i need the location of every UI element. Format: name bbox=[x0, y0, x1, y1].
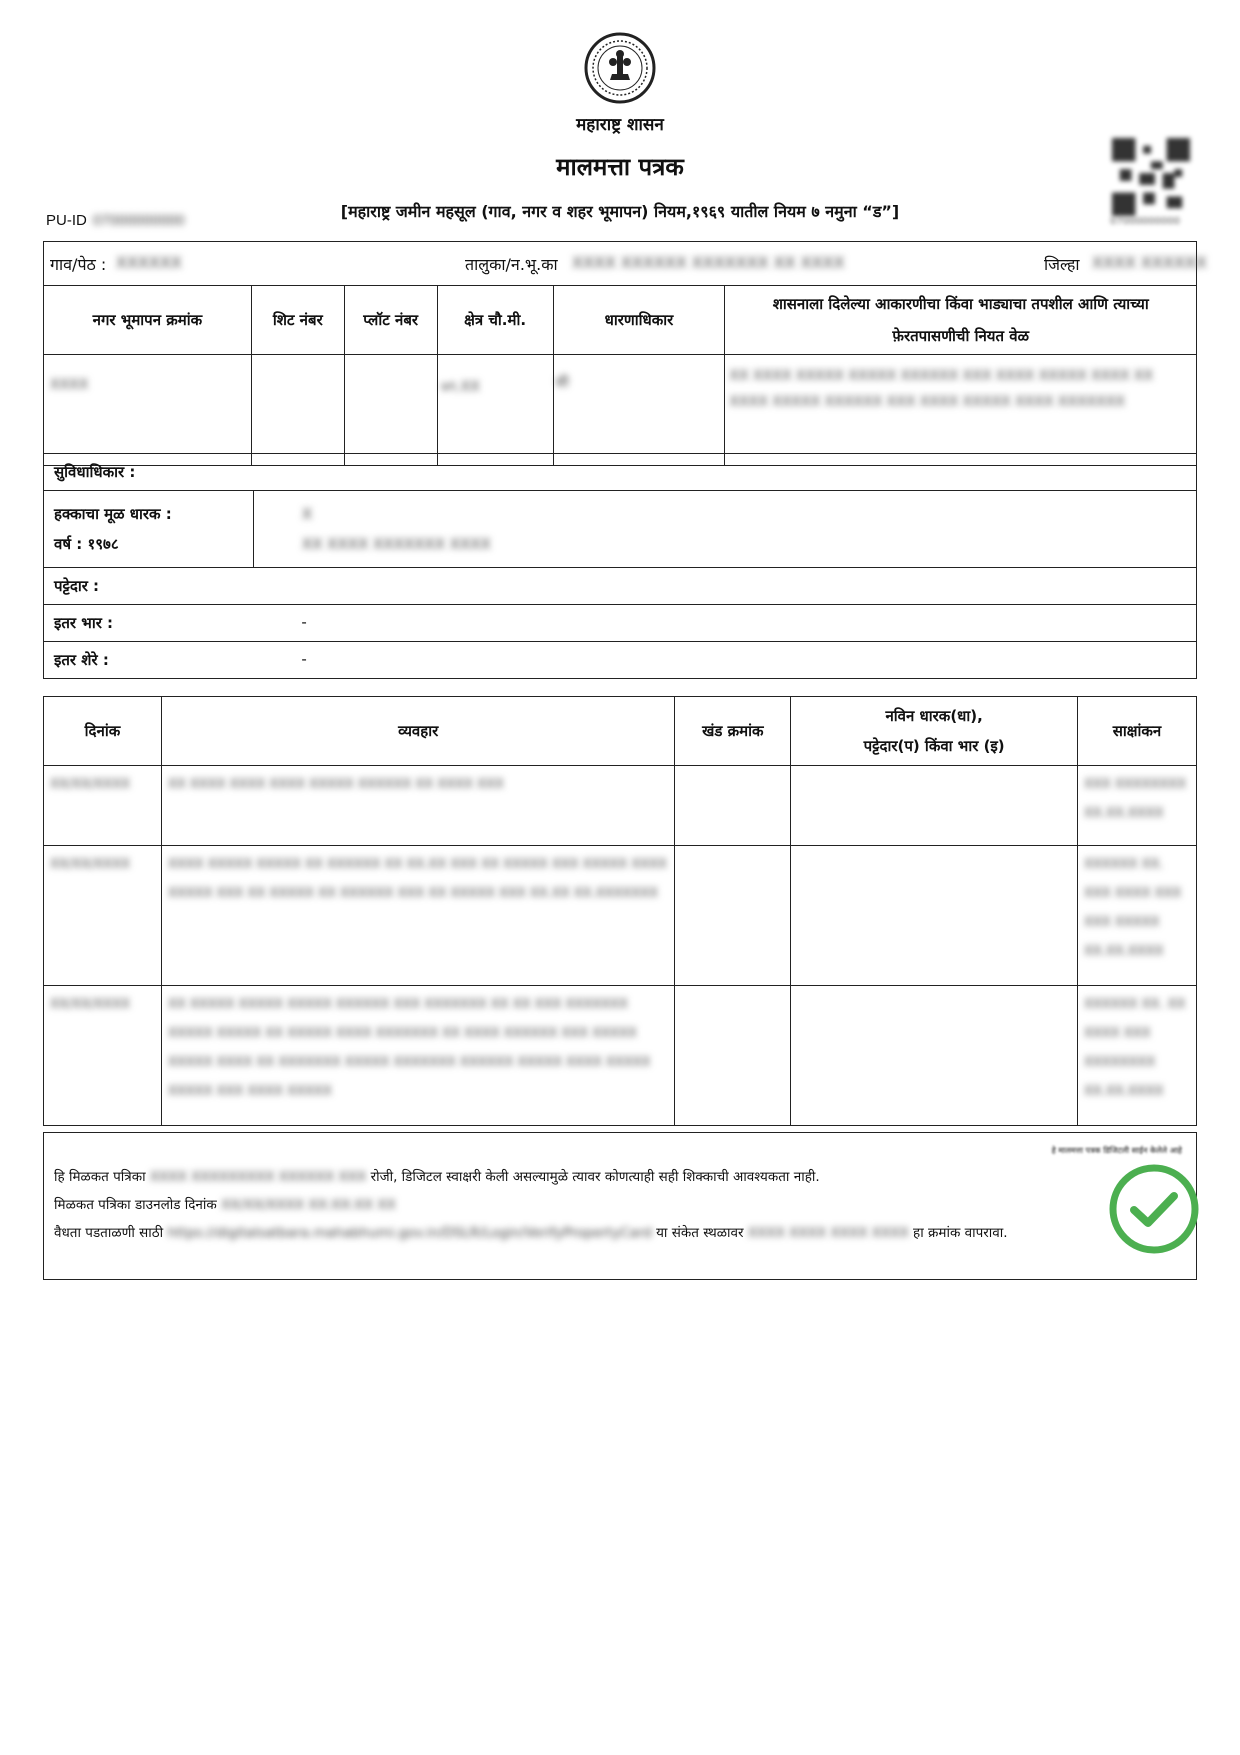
transaction-attestation: XXX XXXXXXXX XX.XX.XXXX bbox=[1078, 766, 1197, 846]
original-holder-cell bbox=[44, 491, 254, 568]
city-survey-number: XXXX bbox=[44, 355, 252, 466]
other-remarks-value: - bbox=[253, 642, 1196, 679]
verification-mid-text: या संकेत स्थळावर bbox=[656, 1225, 744, 1241]
transaction-volume bbox=[675, 846, 791, 986]
maharashtra-emblem-icon bbox=[584, 32, 656, 104]
assessment-details: XX XXXX XXXXX XXXXX XXXXXX XXX XXXX XXXXX XXXX XX XXXX XXXXX XXXXXX XXX XXXX XXXXX XXXX XXXXXXX bbox=[725, 355, 1197, 466]
original-holder-value-1: X bbox=[301, 505, 313, 523]
column-header: खंड क्रमांक bbox=[675, 697, 791, 766]
verification-code: XXXX XXXX XXXX XXXX bbox=[747, 1225, 909, 1241]
new-holder-header-line-2: पट्टेदार(प) किंवा भार (इ) bbox=[863, 737, 1005, 755]
transaction-date: XX/XX/XXXX bbox=[44, 846, 162, 986]
lessee-label: पट्टेदार : bbox=[44, 568, 1197, 605]
transaction-volume bbox=[675, 986, 791, 1126]
qr-code-icon bbox=[1112, 138, 1190, 216]
sheet-number bbox=[251, 355, 344, 466]
signature-line-3 bbox=[54, 1223, 1008, 1241]
village-label: गाव/पेठ : bbox=[50, 255, 107, 274]
original-holder-values bbox=[253, 491, 1196, 568]
transaction-date: XX/XX/XXXX bbox=[44, 766, 162, 846]
pu-id-value: 07000000000 bbox=[92, 212, 185, 229]
other-charges-label: इतर भार : bbox=[44, 605, 254, 642]
download-date-label: मिळकत पत्रिका डाउनलोड दिनांक bbox=[54, 1197, 217, 1213]
signature-line-2 bbox=[54, 1195, 396, 1213]
transaction-date: XX/XX/XXXX bbox=[44, 986, 162, 1126]
original-holder-label: हक्काचा मूळ धारक : bbox=[54, 505, 172, 523]
digitally-signed-note: हे मालमत्ता पत्रक डिजिटली साईन केलेले आहे bbox=[1051, 1146, 1182, 1155]
digital-signature-footer bbox=[43, 1132, 1197, 1280]
column-header bbox=[791, 697, 1078, 766]
signature-line-1-suffix: रोजी, डिजिटल स्वाक्षरी केली असल्यामुळे त्यावर कोणत्याही सही शिक्काची आवश्यकता नाही. bbox=[370, 1169, 820, 1185]
other-charges-value: - bbox=[253, 605, 1196, 642]
column-header: व्यवहार bbox=[161, 697, 674, 766]
district-value: XXXX XXXXXX bbox=[1092, 253, 1207, 272]
column-header: शिट नंबर bbox=[251, 286, 344, 355]
taluka-value: XXXX XXXXXX XXXXXXX XX XXXX bbox=[572, 253, 845, 272]
column-header: नगर भूमापन क्रमांक bbox=[44, 286, 252, 355]
rights-table bbox=[43, 453, 1197, 679]
signature-line-1 bbox=[54, 1167, 820, 1185]
verified-check-icon bbox=[1106, 1161, 1202, 1257]
table-row bbox=[44, 846, 1197, 986]
document-title: मालमत्ता पत्रक bbox=[556, 153, 684, 181]
village-value: XXXXXX bbox=[116, 253, 182, 272]
verification-label: वैधता पडताळणी साठी bbox=[54, 1225, 164, 1241]
transaction-text: XXXX XXXXX XXXXX XX XXXXXX XX XX.XX XXX XX XXXXX XXX XXXXX XXXX XXXXX XXX XX XXXXX XX XXXXXX XXX XX XXXXX XXX XX.XX XX.XXXXXXX bbox=[161, 846, 674, 986]
original-holder-value-2: XX XXXX XXXXXXX XXXX bbox=[301, 535, 491, 553]
transaction-attestation: XXXXXX XX. XXX XXXX XXX XXX XXXXX XX.XX.XXXX bbox=[1078, 846, 1197, 986]
signature-line-1-date: XXXX XXXXXXXXX XXXXXX XXX bbox=[149, 1169, 367, 1185]
signature-line-1-prefix: हि मिळकत पत्रिका bbox=[54, 1169, 146, 1185]
column-header: प्लॉट नंबर bbox=[344, 286, 437, 355]
column-header: शासनाला दिलेल्या आकारणीचा किंवा भाड्याचा तपशील आणि त्याच्या फ़ेरतपासणीची नियत वेळ bbox=[725, 286, 1197, 355]
transaction-new-holder bbox=[791, 846, 1078, 986]
transactions-table bbox=[43, 696, 1197, 1126]
transaction-new-holder bbox=[791, 766, 1078, 846]
pu-id-label: PU-ID bbox=[46, 212, 87, 229]
transaction-new-holder bbox=[791, 986, 1078, 1126]
property-details-table bbox=[43, 285, 1197, 466]
document-subtitle: [महाराष्ट्र जमीन महसूल (गाव, नगर व शहर भूमापन) नियम,१९६९ यातील नियम ७ नमुना “ड”] bbox=[340, 202, 900, 221]
verification-suffix: हा क्रमांक वापरावा. bbox=[913, 1225, 1008, 1241]
taluka-label: तालुका/न.भू.का bbox=[465, 255, 558, 274]
table-row bbox=[44, 355, 1197, 466]
year-label: वर्ष : १९७८ bbox=[54, 535, 119, 553]
government-name: महाराष्ट्र शासन bbox=[576, 115, 664, 135]
transaction-text: XX XXXX XXXX XXXX XXXXX XXXXXX XX XXXX XXX bbox=[161, 766, 674, 846]
table-row bbox=[44, 766, 1197, 846]
transaction-text: XX XXXXX XXXXX XXXXX XXXXXX XXX XXXXXXX XX XX XXX XXXXXXX XXXXX XXXXX XX XXXXX XXXX XXXXXXX XX XXXX XXXXXX XXX XXXXX XXXXX XXXX XX XXXXXXX XXXXX XXXXXXX XXXXXX XXXXX XXXX XXXXX XXXXX XXX XXXX XXXXX bbox=[161, 986, 674, 1126]
new-holder-header-line-1: नविन धारक(धा), bbox=[885, 707, 983, 725]
column-header: साक्षांकन bbox=[1078, 697, 1197, 766]
district-label: जिल्हा bbox=[1044, 255, 1080, 274]
plot-number bbox=[344, 355, 437, 466]
verification-url-link[interactable]: https://digitalsatbara.mahabhumi.gov.in/DSLR/Login/VerifyPropertyCard bbox=[167, 1225, 652, 1241]
location-row bbox=[43, 241, 1207, 285]
column-header: धारणाधिकार bbox=[553, 286, 725, 355]
column-header: दिनांक bbox=[44, 697, 162, 766]
column-header: क्षेत्र चौ.मी. bbox=[437, 286, 553, 355]
tenure: सी bbox=[553, 355, 725, 466]
qr-caption: 07000000000 bbox=[1110, 216, 1180, 227]
transaction-attestation: XXXXXX XX. XX XXXX XXX XXXXXXXX XX.XX.XXXX bbox=[1078, 986, 1197, 1126]
table-row bbox=[44, 986, 1197, 1126]
download-date-value: XX/XX/XXXX XX:XX:XX XX bbox=[221, 1197, 396, 1213]
other-remarks-label: इतर शेरे : bbox=[44, 642, 254, 679]
easement-label: सुविधाधिकार : bbox=[44, 454, 1197, 491]
transaction-volume bbox=[675, 766, 791, 846]
area-sqm: ७९.XX bbox=[437, 355, 553, 466]
